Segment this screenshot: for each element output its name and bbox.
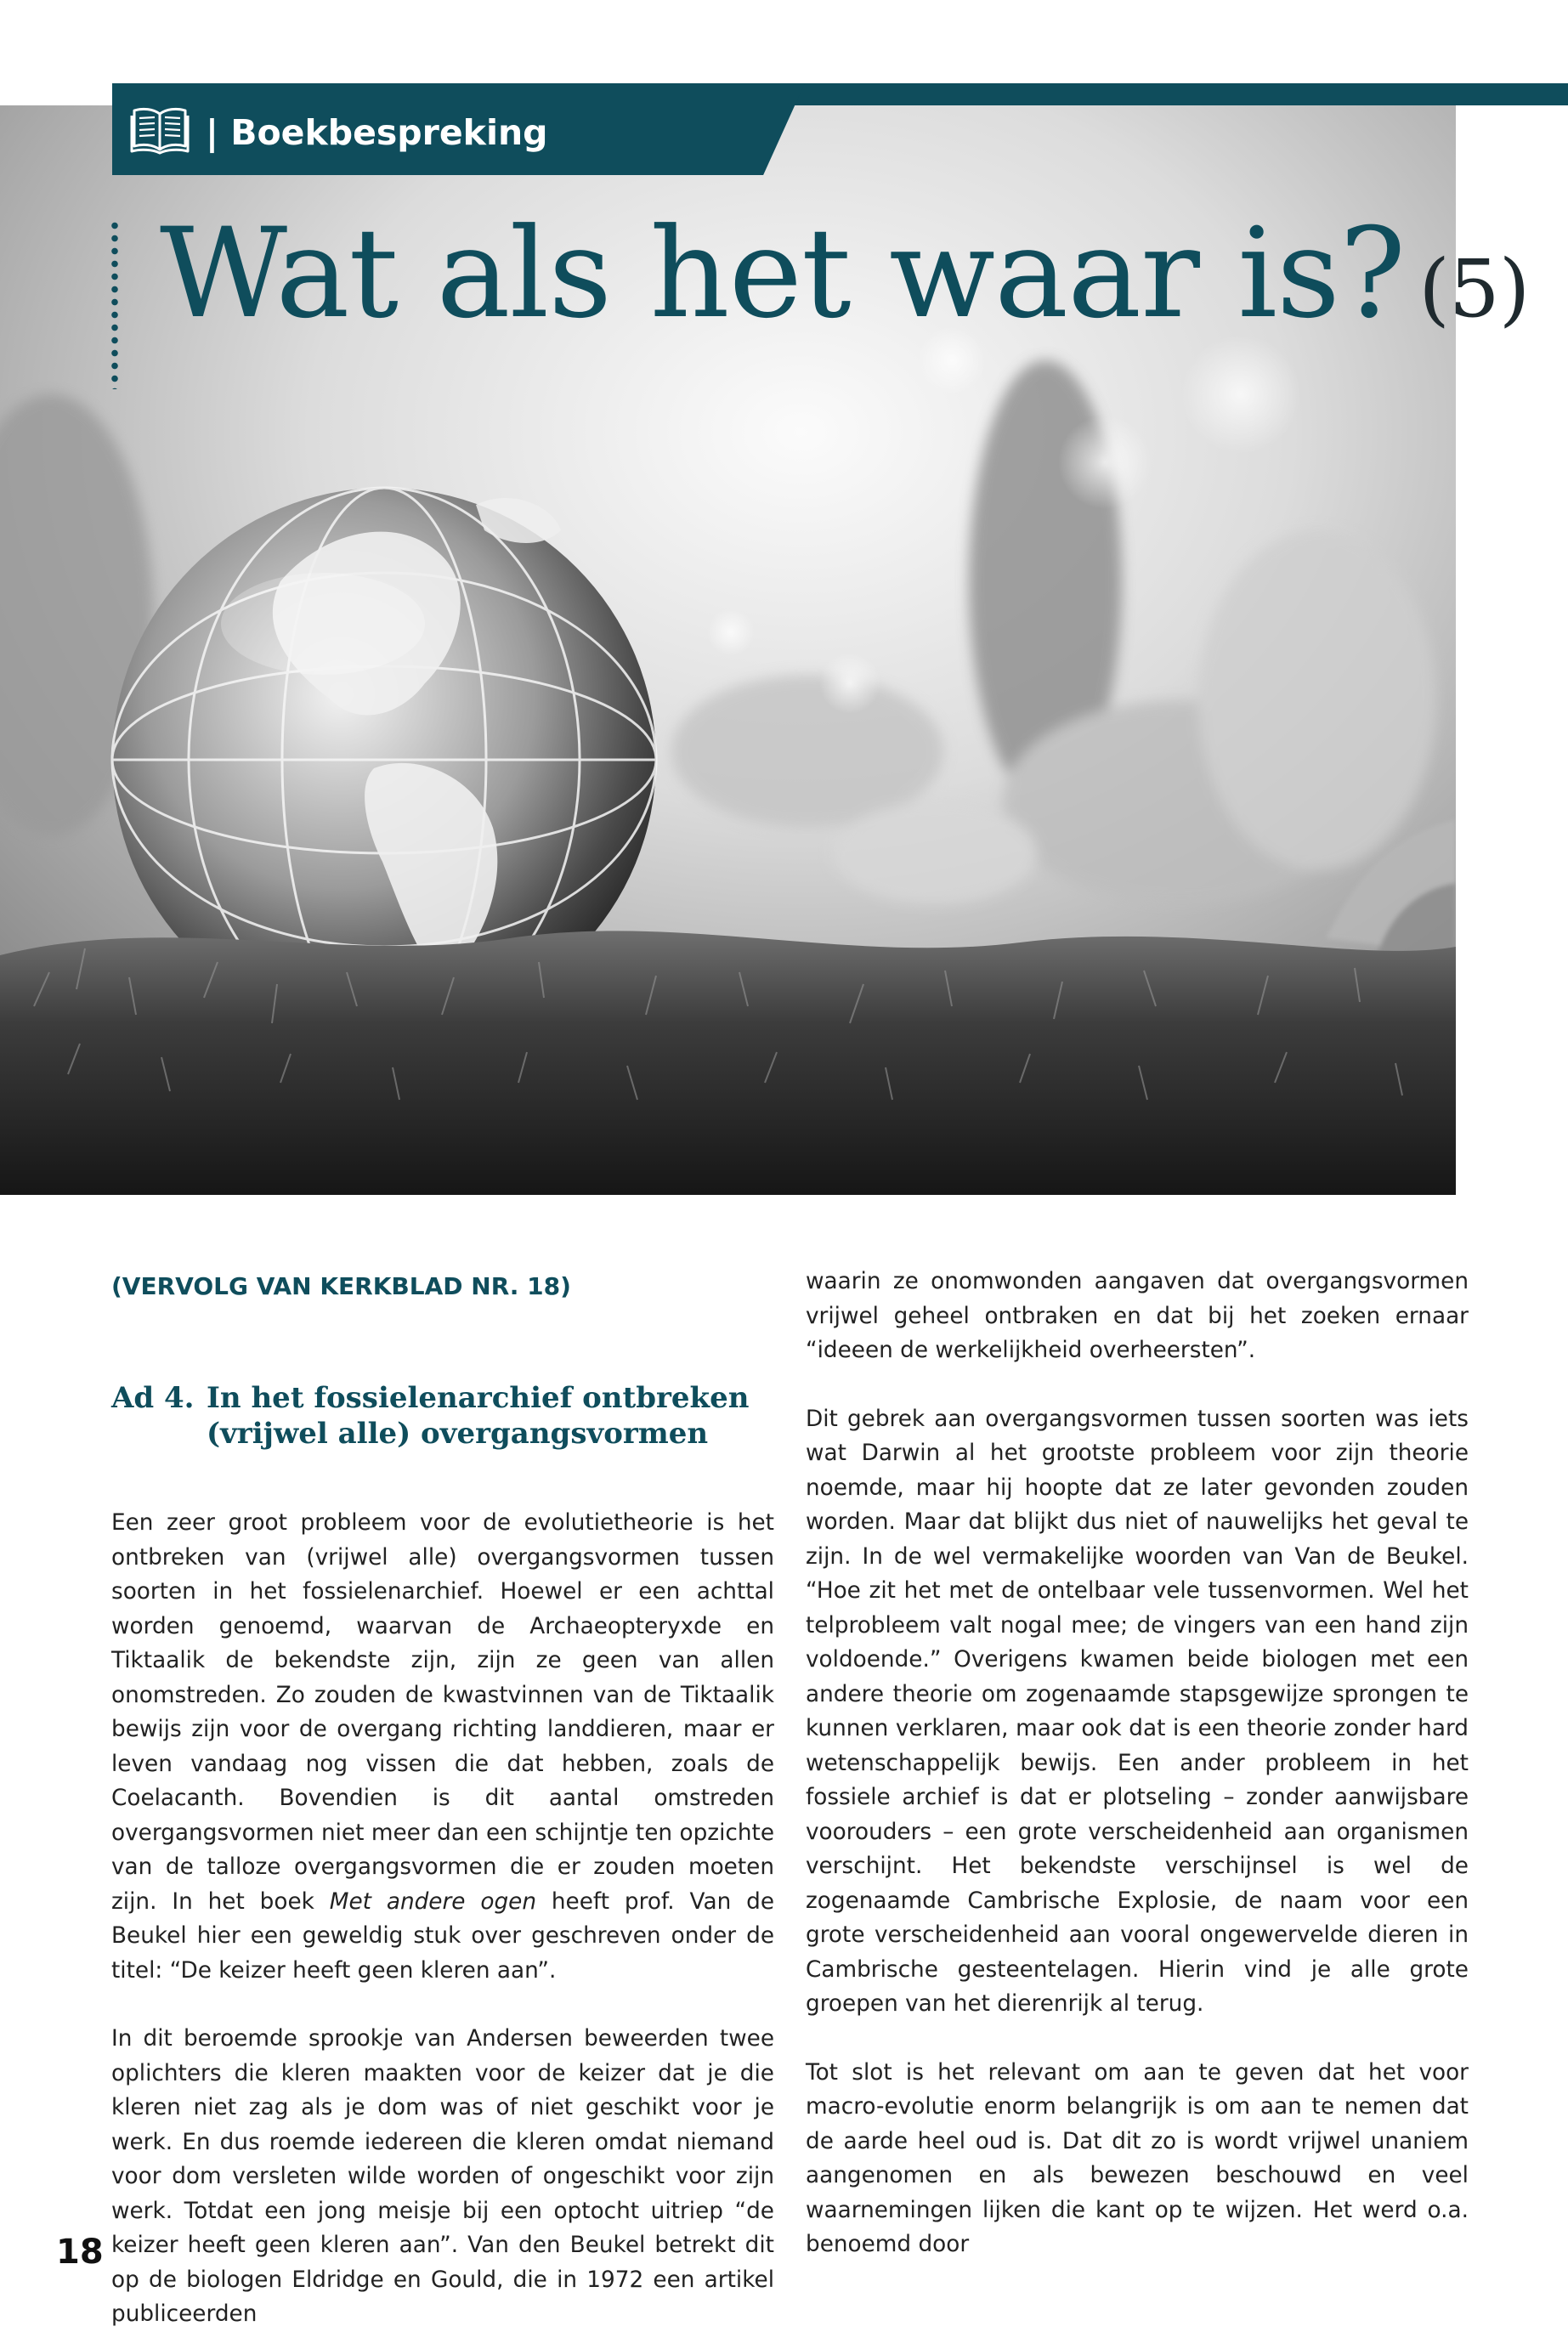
continuation-note: (VERVOLG VAN KERKBLAD NR. 18) — [111, 1272, 571, 1300]
article-column-left — [111, 1265, 774, 2332]
section-number: Ad 4. — [111, 1381, 195, 1415]
paragraph: In dit beroemde sprookje van Andersen beweerden twee oplichters die kleren maakten voor de keizer dat je die kleren niet zag als je dom was of niet geschikt voor je werk. En dus roemde iedereen die kleren omdat niemand voor dom versleten wilde worden of ongeschikt voor zijn werk. Totdat een jong meisje bij een optocht uitriep “de keizer heeft geen kleren aan”. Van den Beukel betrekt dit op de biologen Eldridge en Gould, die in 1972 een artikel publiceerden — [111, 2026, 774, 2327]
page-title — [160, 197, 1529, 350]
title-text: Wat als het waar is? — [160, 201, 1406, 346]
title-dot-rule — [110, 219, 119, 389]
page-number: 18 — [56, 2233, 104, 2272]
book-title: Met andere ogen — [329, 1888, 536, 1915]
section-label: | Boekbespreking — [206, 112, 548, 153]
title-number: (5) — [1418, 243, 1530, 336]
section-title-line1: In het fossielenarchief ontbreken — [207, 1381, 750, 1415]
open-book-icon — [129, 104, 190, 156]
paragraph: waarin ze onomwonden aangaven dat overgangsvormen vrijwel geheel ontbraken en dat bij het zoeken ernaar “ideeen de werkelijkheid overheersten”. — [806, 1269, 1469, 1363]
paragraph: Tot slot is het relevant om aan te geven dat het voor macro-evolutie enorm belangrijk is om aan te nemen dat de aarde heel oud is. Dat dit zo is wordt vrijwel unaniem aangenomen en als bewezen beschouwd en veel waarnemingen lijken die kant op te wijzen. Het werd o.a. benoemd door — [806, 2059, 1469, 2257]
paragraph: Dit gebrek aan overgangsvormen tussen soorten was iets wat Darwin al het grootste probleem voor zijn theorie noemde, maar hij hoopte dat ze later gevonden zouden worden. Maar dat blijkt dus niet of nauwelijks het geval te zijn. In de wel vermakelijke woorden van Van de Beukel. “Hoe zit het met de ontelbaar vele tussenvormen. Wel het telprobleem valt nogal mee; de vingers van een hand zijn voldoende.” Overigens kwamen beide biologen met een andere theorie om zogenaamde stapsgewijze sprongen te kunnen verklaren, maar ook dat is een theorie zonder hard wetenschappelijk bewijs. Een ander probleem in het fossiele archief is dat er plotseling – zonder aanwijsbare voorouders – een grote verscheidenheid aan organismen verschijnt. Het bekendste verschijnsel is wel de zogenaamde Cambrische Explosie, de naam voor een grote verscheidenheid aan vooral ongewervelde dieren in Cambrische gesteentelagen. Hierin vind je alle grote groepen van het dierenrijk al terug. — [806, 1406, 1469, 2017]
section-title-line2: (vrijwel alle) overgangsvormen — [207, 1417, 709, 1451]
section-heading — [111, 1380, 774, 1452]
article-column-right — [806, 1265, 1469, 2262]
paragraph: Een zeer groot probleem voor de evolutietheorie is het ontbreken van (vrijwel alle) overgangsvormen tussen soorten in het fossielenarchief. Hoewel er een achttal worden genoemd, waarvan de Archaeopteryxde en Tiktaalik de bekendste zijn, zijn ze geen van allen onomstreden. Zo zouden de kwastvinnen van de Tiktaalik bewijs zijn voor de overgang richting landdieren, maar er leven vandaag nog vissen die dat hebben, zoals de Coelacanth. Bovendien is dit aantal omstreden overgangsvormen niet meer dan een schijntje ten opzichte van de talloze overgangsvormen die er zouden moeten zijn. In het boek Met andere ogen heeft prof. Van de Beukel hier een geweldig stuk over geschreven onder de titel: “De keizer heeft geen kleren aan”. — [111, 1510, 774, 1984]
